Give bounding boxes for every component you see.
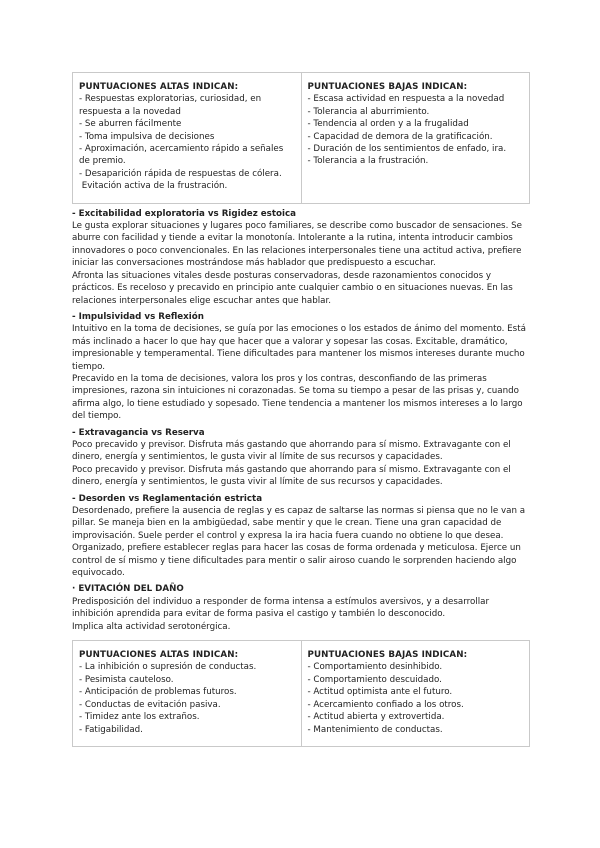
- high-item: - Aproximación, acercamiento rápido a señales de premio.: [79, 144, 287, 167]
- section-title: - Extravagancia vs Reserva: [72, 427, 205, 438]
- paragraph: Poco precavido y previsor. Disfruta más gastando que ahorrando para sí mismo. Extravagante con el dinero, energía y sentimientos, le gusta vivir al límite de sus recursos y capacidades.: [72, 439, 511, 463]
- paragraph: Implica alta actividad serotonérgica.: [72, 621, 231, 632]
- paragraph: Afronta las situaciones vitales desde posturas conservadoras, desde razonamientos conocidos y prácticos. Es receloso y precavido en principio ante cualquier cambio o en situaciones nuevas. En las relaciones interpersonales elige escuchar antes que hablar.: [72, 270, 513, 306]
- low-scores-cell: [301, 641, 530, 747]
- high-item: - Anticipación de problemas futuros.: [79, 687, 237, 698]
- section-title: - Desorden vs Reglamentación estricta: [72, 493, 263, 504]
- high-item: - Fatigabilidad.: [79, 724, 143, 735]
- section-title: - Excitabilidad exploratoria vs Rigidez estoica: [72, 208, 296, 219]
- document-page: [72, 72, 530, 747]
- paragraph: Predisposición del individuo a responder de forma intensa a estímulos aversivos, y a desarrollar inhibición aprendida para evitar de forma pasiva el castigo y también lo desconocido.: [72, 596, 490, 620]
- section-impulsividad: [72, 311, 530, 423]
- high-item: - Respuestas exploratorias, curiosidad, en respuesta a la novedad: [79, 94, 264, 117]
- paragraph: Organizado, prefiere establecer reglas para hacer las cosas de forma ordenada y meticulosa. Ejerce un control de sí mismo y tiene dificultades para mentir o salir airoso cuando le sorprenden haciendo algo equivocado.: [72, 543, 521, 579]
- low-item: - Capacidad de demora de la gratificación.: [307, 131, 493, 142]
- high-scores-header: PUNTUACIONES ALTAS INDICAN:: [79, 82, 239, 92]
- low-item: - Tolerancia al aburrimiento.: [307, 106, 430, 117]
- paragraph: Poco precavido y previsor. Disfruta más gastando que ahorrando para sí mismo. Extravagante con el dinero, energía y sentimientos, le gusta vivir al límite de sus recursos y capacidades.: [72, 464, 511, 488]
- high-item: - Conductas de evitación pasiva.: [79, 699, 221, 710]
- section-title: - Impulsividad vs Reflexión: [72, 311, 204, 322]
- paragraph: Le gusta explorar situaciones y lugares poco familiares, se describe como buscador de sensaciones. Se aburre con facilidad y tiende a evitar la monotonía. Intolerante a la rutina, intenta introducir cambios innovadores o poco convencionales. En las relaciones interpersonales tiene una actitud activa, prefiere iniciar las conversaciones mostrándose más hablador que predispuesto a escuchar.: [72, 221, 522, 269]
- high-item: - Desaparición rápida de respuestas de cólera.: [79, 168, 282, 179]
- high-item: Evitación activa de la frustración.: [79, 181, 228, 192]
- paragraph: Intuitivo en la toma de decisiones, se guía por las emociones o los estados de ánimo del momento. Está más inclinado a hacer lo que hay que hacer que a valorar y sopesar las cosas. Excitable, dramático, impresionable y temperamental. Tiene dificultades para mantener los mismos intereses durante mucho tiempo.: [72, 324, 526, 372]
- low-item: - Tolerancia a la frustración.: [307, 156, 429, 167]
- scores-table-harm-avoidance: [72, 640, 530, 747]
- low-scores-header: PUNTUACIONES BAJAS INDICAN:: [307, 650, 468, 661]
- low-item: - Actitud abierta y extrovertida.: [307, 712, 445, 723]
- high-scores-cell: [73, 641, 302, 747]
- low-item: - Mantenimiento de conductas.: [307, 724, 443, 735]
- high-item: - Toma impulsiva de decisiones: [79, 131, 215, 142]
- low-item: - Tendencia al orden y a la frugalidad: [307, 119, 469, 130]
- high-item: - Pesimista cauteloso.: [79, 674, 174, 685]
- high-scores-cell: [73, 73, 302, 204]
- section-evitacion-dano: [72, 583, 530, 633]
- low-scores-header: PUNTUACIONES BAJAS INDICAN:: [307, 82, 468, 92]
- low-item: - Comportamiento descuidado.: [307, 674, 442, 685]
- low-item: - Duración de los sentimientos de enfado, ira.: [307, 144, 507, 155]
- high-item: - Se aburren fácilmente: [79, 119, 182, 130]
- scores-table-novelty: [72, 72, 530, 204]
- section-extravagancia: [72, 427, 530, 489]
- low-item: - Actitud optimista ante el futuro.: [307, 687, 453, 698]
- high-item: - La inhibición o supresión de conductas.: [79, 662, 257, 673]
- section-title: · EVITACIÓN DEL DAÑO: [72, 584, 184, 595]
- low-item: - Acercamiento confiado a los otros.: [307, 699, 464, 710]
- low-scores-cell: [301, 73, 530, 204]
- section-desorden: [72, 493, 530, 580]
- high-item: - Timidez ante los extraños.: [79, 712, 200, 723]
- high-scores-header: PUNTUACIONES ALTAS INDICAN:: [79, 650, 239, 661]
- paragraph: Desordenado, prefiere la ausencia de reglas y es capaz de saltarse las normas si piensa que no le van a pillar. Se maneja bien en la ambigüedad, sabe mentir y que le crean. Tiene una gran capacidad de improvisación. Suele perder el control y expresa la ira hacia fuera cuando no obtiene lo que desea.: [72, 506, 526, 541]
- section-excitabilidad: [72, 208, 530, 307]
- paragraph: Precavido en la toma de decisiones, valora los pros y los contras, desconfiando de las primeras impresiones, razona sin intuiciones ni corazonadas. Se toma su tiempo a pesar de las prisas y, cuando afirma algo, lo tiene estudiado y sopesado. Tiene tendencia a mantener los mismos intereses a lo largo del tiempo.: [72, 373, 523, 422]
- low-item: - Escasa actividad en respuesta a la novedad: [307, 94, 505, 105]
- low-item: - Comportamiento desinhibido.: [307, 662, 443, 673]
